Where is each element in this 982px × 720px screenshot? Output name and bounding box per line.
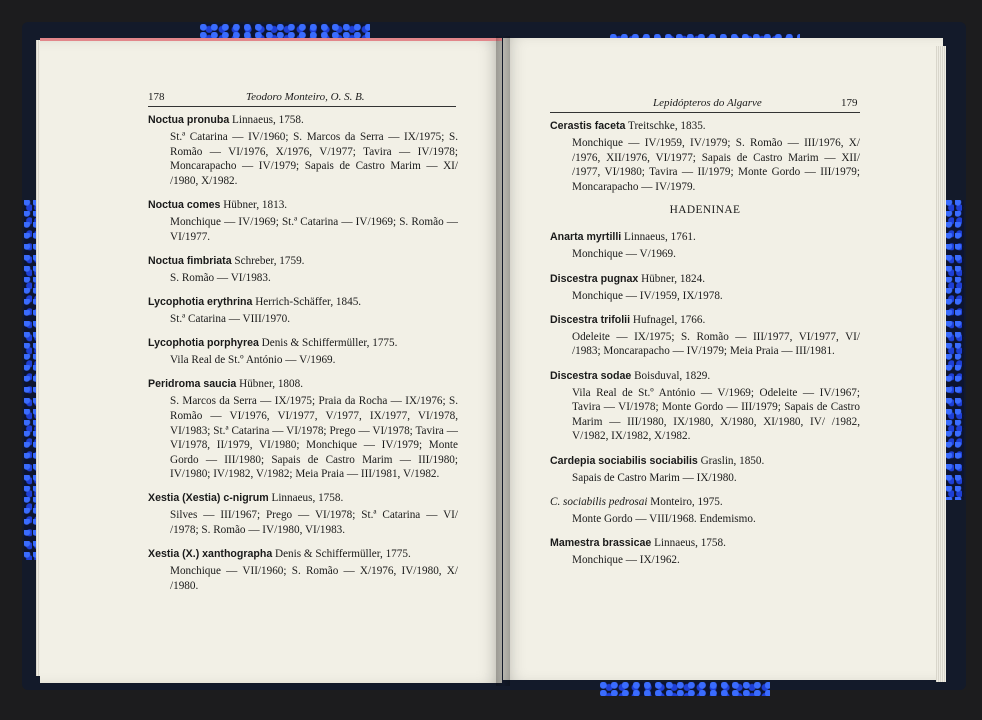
species-entry	[550, 313, 860, 359]
right-page-number: 179	[841, 97, 858, 109]
page-edges-right	[936, 46, 946, 682]
species-entry	[148, 377, 458, 482]
species-entry	[148, 491, 458, 537]
species-heading	[148, 377, 458, 392]
species-records: Monchique — VII/1960; S. Romão — X/1976, IV/1980, X/ /1980.	[170, 565, 458, 592]
species-heading	[550, 230, 860, 245]
taxon-author: Schreber, 1759.	[234, 254, 305, 267]
species-heading	[148, 547, 458, 562]
left-page-content	[148, 113, 458, 603]
species-heading	[550, 313, 860, 328]
species-entry	[550, 119, 860, 194]
species-entry	[148, 547, 458, 593]
species-heading	[148, 113, 458, 128]
species-records: Sapais de Castro Marim — IX/1980.	[572, 471, 737, 484]
species-heading	[550, 369, 860, 384]
taxon-name: Xestia (X.) xanthographa	[148, 548, 273, 561]
taxon-name: C. sociabilis pedrosai	[550, 495, 648, 508]
taxon-name: Cardepia sociabilis sociabilis	[550, 454, 698, 467]
taxon-author: Monteiro, 1975.	[650, 495, 723, 508]
species-heading	[148, 295, 458, 310]
taxon-name: Discestra sodae	[550, 369, 632, 382]
left-running-head: Teodoro Monteiro, O. S. B.	[246, 91, 365, 103]
taxon-name: Cerastis faceta	[550, 120, 626, 132]
taxon-name: Discestra pugnax	[550, 272, 639, 285]
taxon-author: Boisduval, 1829.	[634, 369, 711, 382]
species-heading	[550, 536, 860, 551]
taxon-author: Herrich-Schäffer, 1845.	[255, 295, 362, 308]
species-heading	[148, 198, 458, 213]
book-gutter	[496, 36, 510, 686]
taxon-author: Hübner, 1813.	[223, 198, 288, 211]
species-records: Monchique — IV/1969; St.ª Catarina — IV/1969; S. Romão — VI/1977.	[170, 215, 458, 243]
species-entry	[148, 198, 458, 244]
species-entry	[550, 536, 860, 568]
species-entry	[550, 454, 860, 486]
taxon-author: Hübner, 1808.	[239, 378, 303, 391]
left-header-rule	[148, 106, 456, 107]
species-heading	[148, 336, 458, 351]
species-records: Monchique — IV/1959, IV/1979; S. Romão — III/1976, X/ /1976, XII/1976, VI/1977; Sapais de Castro Marim — XII/ /1977, VI/1980; Tavira — II/1979; Monte Gordo — III/1979; Moncarapacho — IV/1979.	[572, 137, 860, 193]
species-heading	[550, 272, 860, 287]
species-entry	[148, 254, 458, 286]
species-records: Vila Real de St.º António — V/1969; Odeleite — IV/1967; Tavira — VI/1978; Monte Gordo — III/1979; Sapais de Castro Marim — III/1980, IX/1980, X/1980, XI/1980, IV/ /1982, V/1982, IX/1982, X/1982.	[572, 386, 860, 443]
taxon-author: Treitschke, 1835.	[628, 120, 706, 132]
species-records: Silves — III/1967; Prego — VI/1978; St.ª Catarina — VI/ /1978; S. Romão — IV/1980, VI/1983.	[170, 509, 458, 537]
species-records: Monchique — IX/1962.	[572, 553, 680, 566]
species-heading	[550, 495, 860, 510]
species-entry	[550, 230, 860, 262]
taxon-author: Hübner, 1824.	[641, 272, 705, 285]
taxon-name: Xestia (Xestia) c-nigrum	[148, 492, 269, 505]
species-records: S. Romão — VI/1983.	[170, 271, 271, 284]
taxon-name: Mamestra brassicae	[550, 536, 652, 549]
taxon-name: Noctua pronuba	[148, 114, 230, 126]
species-records: Monchique — V/1969.	[572, 248, 676, 261]
marbled-cover-right	[946, 200, 964, 500]
taxon-author: Linnaeus, 1761.	[624, 231, 696, 244]
subfamily-heading: HADENINAE	[669, 204, 741, 217]
species-heading	[148, 491, 458, 506]
left-page-number: 178	[148, 91, 165, 103]
species-entry	[550, 369, 860, 444]
taxon-author: Denis & Schiffermüller, 1775.	[261, 337, 398, 350]
taxon-name: Lycophotia porphyrea	[148, 337, 259, 350]
species-records: Vila Real de St.º António — V/1969.	[170, 354, 336, 367]
right-header-rule	[550, 112, 860, 113]
species-entry	[550, 272, 860, 304]
right-page-content	[550, 119, 860, 577]
species-entry	[148, 113, 458, 188]
species-entry	[148, 336, 458, 368]
species-records: S. Marcos da Serra — IX/1975; Praia da Rocha — IX/1976; S. Romão — VI/1976, VI/1977, V/1977, IX/1977, VI/1978, VI/1983; St.ª Catarina — VI/1978; Prego — VI/1978; Tavira — VI/1978, II/1979, VI/1980; Monchique — IV/1979; Monte Gordo — III/1980; Sapais de Castro Marim — III/1980; IV/1980; IV/1982, V/1982; Meia Praia — III/1981, V/1982.	[170, 395, 458, 481]
taxon-author: Graslin, 1850.	[700, 454, 765, 467]
species-heading	[550, 454, 860, 469]
taxon-name: Anarta myrtilli	[550, 231, 622, 244]
species-entry	[148, 295, 458, 327]
taxon-name: Peridroma saucia	[148, 378, 237, 391]
species-records: St.ª Catarina — VIII/1970.	[170, 312, 291, 325]
taxon-author: Denis & Schiffermüller, 1775.	[275, 548, 411, 561]
right-running-head: Lepidópteros do Algarve	[653, 97, 762, 109]
marbled-cover-top-left	[200, 24, 370, 38]
marbled-cover-bottom	[600, 682, 770, 696]
species-records: Monte Gordo — VIII/1968. Endemismo.	[572, 512, 756, 525]
taxon-author: Linnaeus, 1758.	[232, 114, 304, 126]
species-heading	[550, 119, 860, 134]
taxon-name: Noctua fimbriata	[148, 254, 232, 267]
taxon-name: Discestra trifolii	[550, 313, 631, 326]
species-records: Odeleite — IX/1975; S. Romão — III/1977, VI/1977, VI/ /1983; Moncarapacho — IV/1979; Meia Praia — III/1981.	[572, 330, 860, 358]
species-heading	[148, 254, 458, 269]
taxon-name: Noctua comes	[148, 198, 221, 211]
taxon-name: Lycophotia erythrina	[148, 295, 253, 308]
taxon-author: Linnaeus, 1758.	[654, 536, 726, 549]
taxon-author: Hufnagel, 1766.	[632, 313, 706, 326]
species-entry	[550, 495, 860, 527]
species-records: Monchique — IV/1959, IX/1978.	[572, 289, 723, 302]
species-records: St.ª Catarina — IV/1960; S. Marcos da Serra — IX/1975; S. Romão — VI/1976, X/1976, V/1977; Tavira — IV/1978; Moncarapacho — IV/1979; Sapais de Castro Marim — XI/ /1980, X/1982.	[170, 131, 458, 187]
taxon-author: Linnaeus, 1758.	[271, 492, 344, 505]
